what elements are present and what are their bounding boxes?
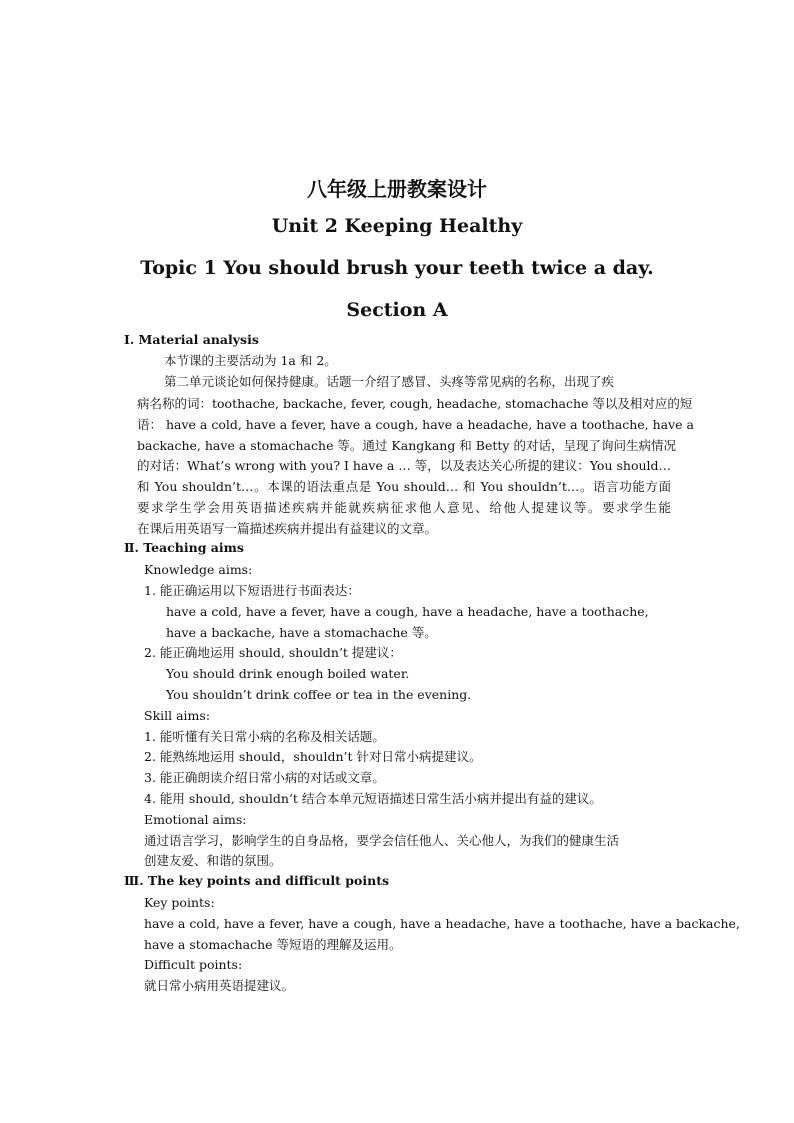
list-item-detail: have a cold, have a fever, have a cough, have a headache, have a toothache,: [166, 604, 649, 619]
paragraph-line: 在课后用英语写一篇描述疾病并提出有益建议的文章。: [137, 521, 438, 536]
material-analysis-heading: Ⅰ. Material analysis: [124, 332, 259, 347]
knowledge-aims-label: Knowledge aims:: [144, 562, 253, 577]
key-points-label: Key points:: [144, 895, 215, 910]
list-item: 1. 能听懂有关日常小病的名称及相关话题。: [144, 729, 385, 744]
paragraph-line: have a cold, have a fever, have a cough, have a headache, have a toothache, have a backache,: [144, 916, 740, 931]
paragraph-line: 要求学生学会用英语描述疾病并能就疾病征求他人意见、给他人提建议等。要求学生能: [137, 500, 671, 515]
paragraph-line: 本节课的主要活动为 1a 和 2。: [164, 353, 337, 368]
skill-aims-label: Skill aims:: [144, 708, 211, 723]
list-item: 2. 能正确地运用 should, shouldn’t 提建议：: [144, 645, 402, 660]
teaching-aims-heading: Ⅱ. Teaching aims: [124, 540, 244, 555]
emotional-aims-label: Emotional aims:: [144, 812, 247, 827]
key-points-heading: Ⅲ. The key points and difficult points: [124, 873, 390, 888]
topic-title: Topic 1 You should brush your teeth twice a day.: [140, 257, 654, 279]
list-item-detail: You should drink enough boiled water.: [166, 666, 410, 681]
unit-title: Unit 2 Keeping Healthy: [271, 215, 523, 237]
list-item-detail: You shouldn’t drink coffee or tea in the evening.: [166, 687, 472, 702]
document-title: 八年级上册教案设计: [307, 177, 487, 201]
list-item-detail: have a backache, have a stomachache 等。: [166, 625, 437, 640]
paragraph-line: 通过语言学习，影响学生的自身品格，要学会信任他人、关心他人，为我们的健康生活: [144, 833, 620, 848]
paragraph-line: 第二单元谈论如何保持健康。话题一介绍了感冒、头疼等常见病的名称，出现了疾: [164, 374, 615, 389]
paragraph-line: have a stomachache 等短语的理解及运用。: [144, 937, 402, 952]
difficult-points-label: Difficult points:: [144, 957, 243, 972]
paragraph-line: 和 You shouldn’t…。本课的语法重点是 You should… 和 You shouldn’t…。语言功能方面: [137, 479, 671, 494]
list-item: 1. 能正确运用以下短语进行书面表达：: [144, 583, 360, 598]
paragraph-line: 语： have a cold, have a fever, have a cough, have a headache, have a toothache, have a: [137, 417, 694, 432]
paragraph-line: 病名称的词：toothache, backache, fever, cough, headache, stomachache 等以及相对应的短: [137, 396, 693, 411]
section-title: Section A: [346, 299, 448, 321]
list-item: 2. 能熟练地运用 should，shouldn’t 针对日常小病提建议。: [144, 749, 482, 764]
list-item: 4. 能用 should, shouldn’t 结合本单元短语描述日常生活小病并提出有益的建议。: [144, 791, 602, 806]
list-item: 3. 能正确朗读介绍日常小病的对话或文章。: [144, 770, 385, 785]
paragraph-line: 的对话：What’s wrong with you? I have a … 等，以及表达关心所提的建议：You should…: [137, 458, 672, 473]
paragraph-line: backache, have a stomachache 等。通过 Kangkang 和 Betty 的对话，呈现了询问生病情况: [137, 438, 676, 453]
paragraph-line: 就日常小病用英语提建议。: [144, 978, 295, 993]
paragraph-line: 创建友爱、和谐的氛围。: [144, 853, 282, 868]
